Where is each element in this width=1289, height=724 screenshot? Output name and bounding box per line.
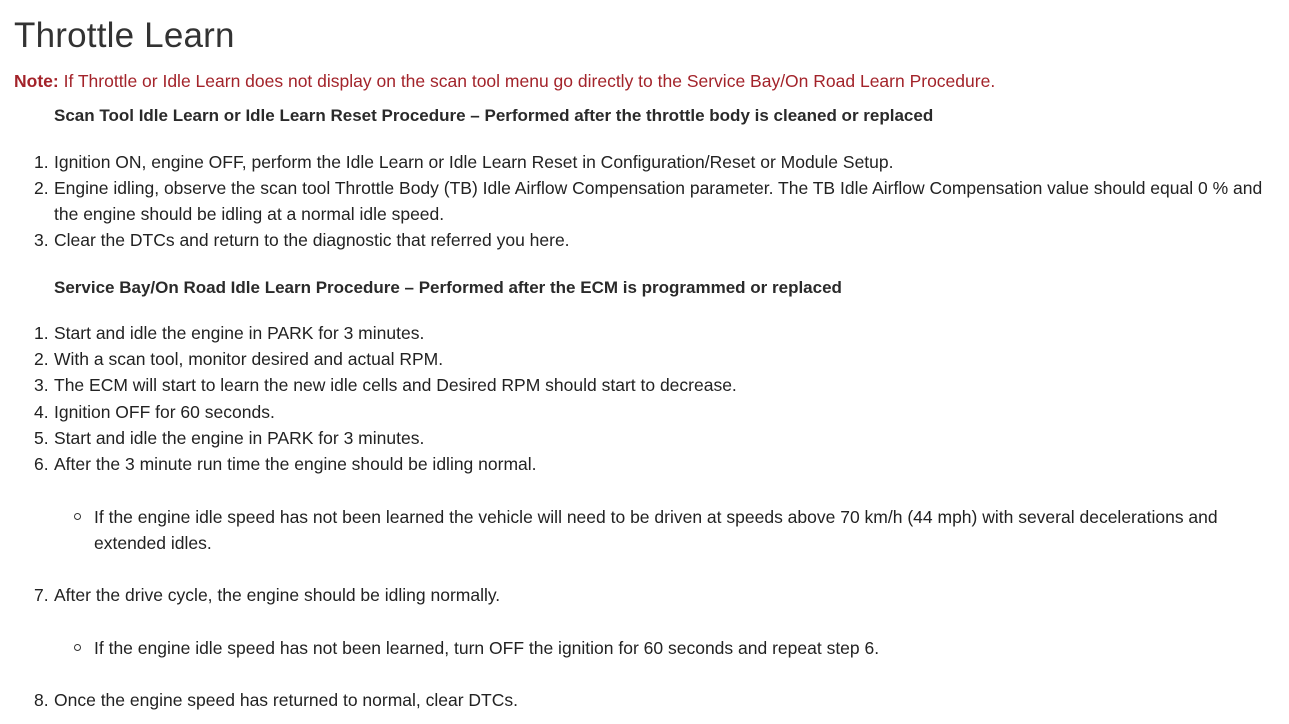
step-number: 4. (34, 402, 49, 422)
note-label: Note: (14, 71, 59, 91)
step-text: Ignition OFF for 60 seconds. (54, 402, 275, 422)
step-number: 5. (34, 428, 49, 448)
circle-bullet-icon (74, 513, 81, 520)
step-number: 1. (34, 323, 49, 343)
procedure1-title: Scan Tool Idle Learn or Idle Learn Reset Procedure – Performed after the throttle body is cleaned or replaced (54, 106, 934, 125)
step-number: 2. (34, 349, 49, 369)
sub-step-text: If the engine idle speed has not been learned, turn OFF the ignition for 60 seconds and repeat step 6. (94, 638, 880, 658)
step-text: Start and idle the engine in PARK for 3 minutes. (54, 323, 425, 343)
step-text: After the drive cycle, the engine should be idling normally. (54, 585, 501, 605)
step-text: The ECM will start to learn the new idle cells and Desired RPM should start to decrease. (54, 375, 737, 395)
step-number: 8. (34, 690, 49, 710)
note-text: If Throttle or Idle Learn does not display on the scan tool menu go directly to the Service Bay/On Road Learn Procedure. (58, 71, 996, 91)
step-number: 7. (34, 585, 49, 605)
circle-bullet-icon (74, 644, 81, 651)
step-number: 1. (34, 152, 49, 172)
procedure2-title: Service Bay/On Road Idle Learn Procedure – Performed after the ECM is programmed or replaced (54, 278, 842, 297)
step-number: 2. (34, 178, 49, 198)
step-text: Clear the DTCs and return to the diagnostic that referred you here. (54, 230, 570, 250)
step-number: 6. (34, 454, 49, 474)
step-text: Once the engine speed has returned to normal, clear DTCs. (54, 690, 518, 710)
step-number: 3. (34, 230, 49, 250)
step-text: With a scan tool, monitor desired and actual RPM. (54, 349, 444, 369)
note (14, 69, 995, 93)
step-text: After the 3 minute run time the engine should be idling normal. (54, 454, 537, 474)
step-text: Start and idle the engine in PARK for 3 minutes. (54, 428, 425, 448)
sub-step-text: If the engine idle speed has not been learned the vehicle will need to be driven at speeds above 70 km/h (44 mph) with several decelerations and extended idles. (94, 507, 1218, 553)
step-text: Ignition ON, engine OFF, perform the Idle Learn or Idle Learn Reset in Configuration/Reset or Module Setup. (54, 152, 894, 172)
step-text: Engine idling, observe the scan tool Throttle Body (TB) Idle Airflow Compensation parameter. The TB Idle Airflow Compensation value should equal 0 % and the engine should be idling at a normal idle speed. (54, 178, 1263, 224)
page-title: Throttle Learn (14, 16, 235, 55)
step-number: 3. (34, 375, 49, 395)
